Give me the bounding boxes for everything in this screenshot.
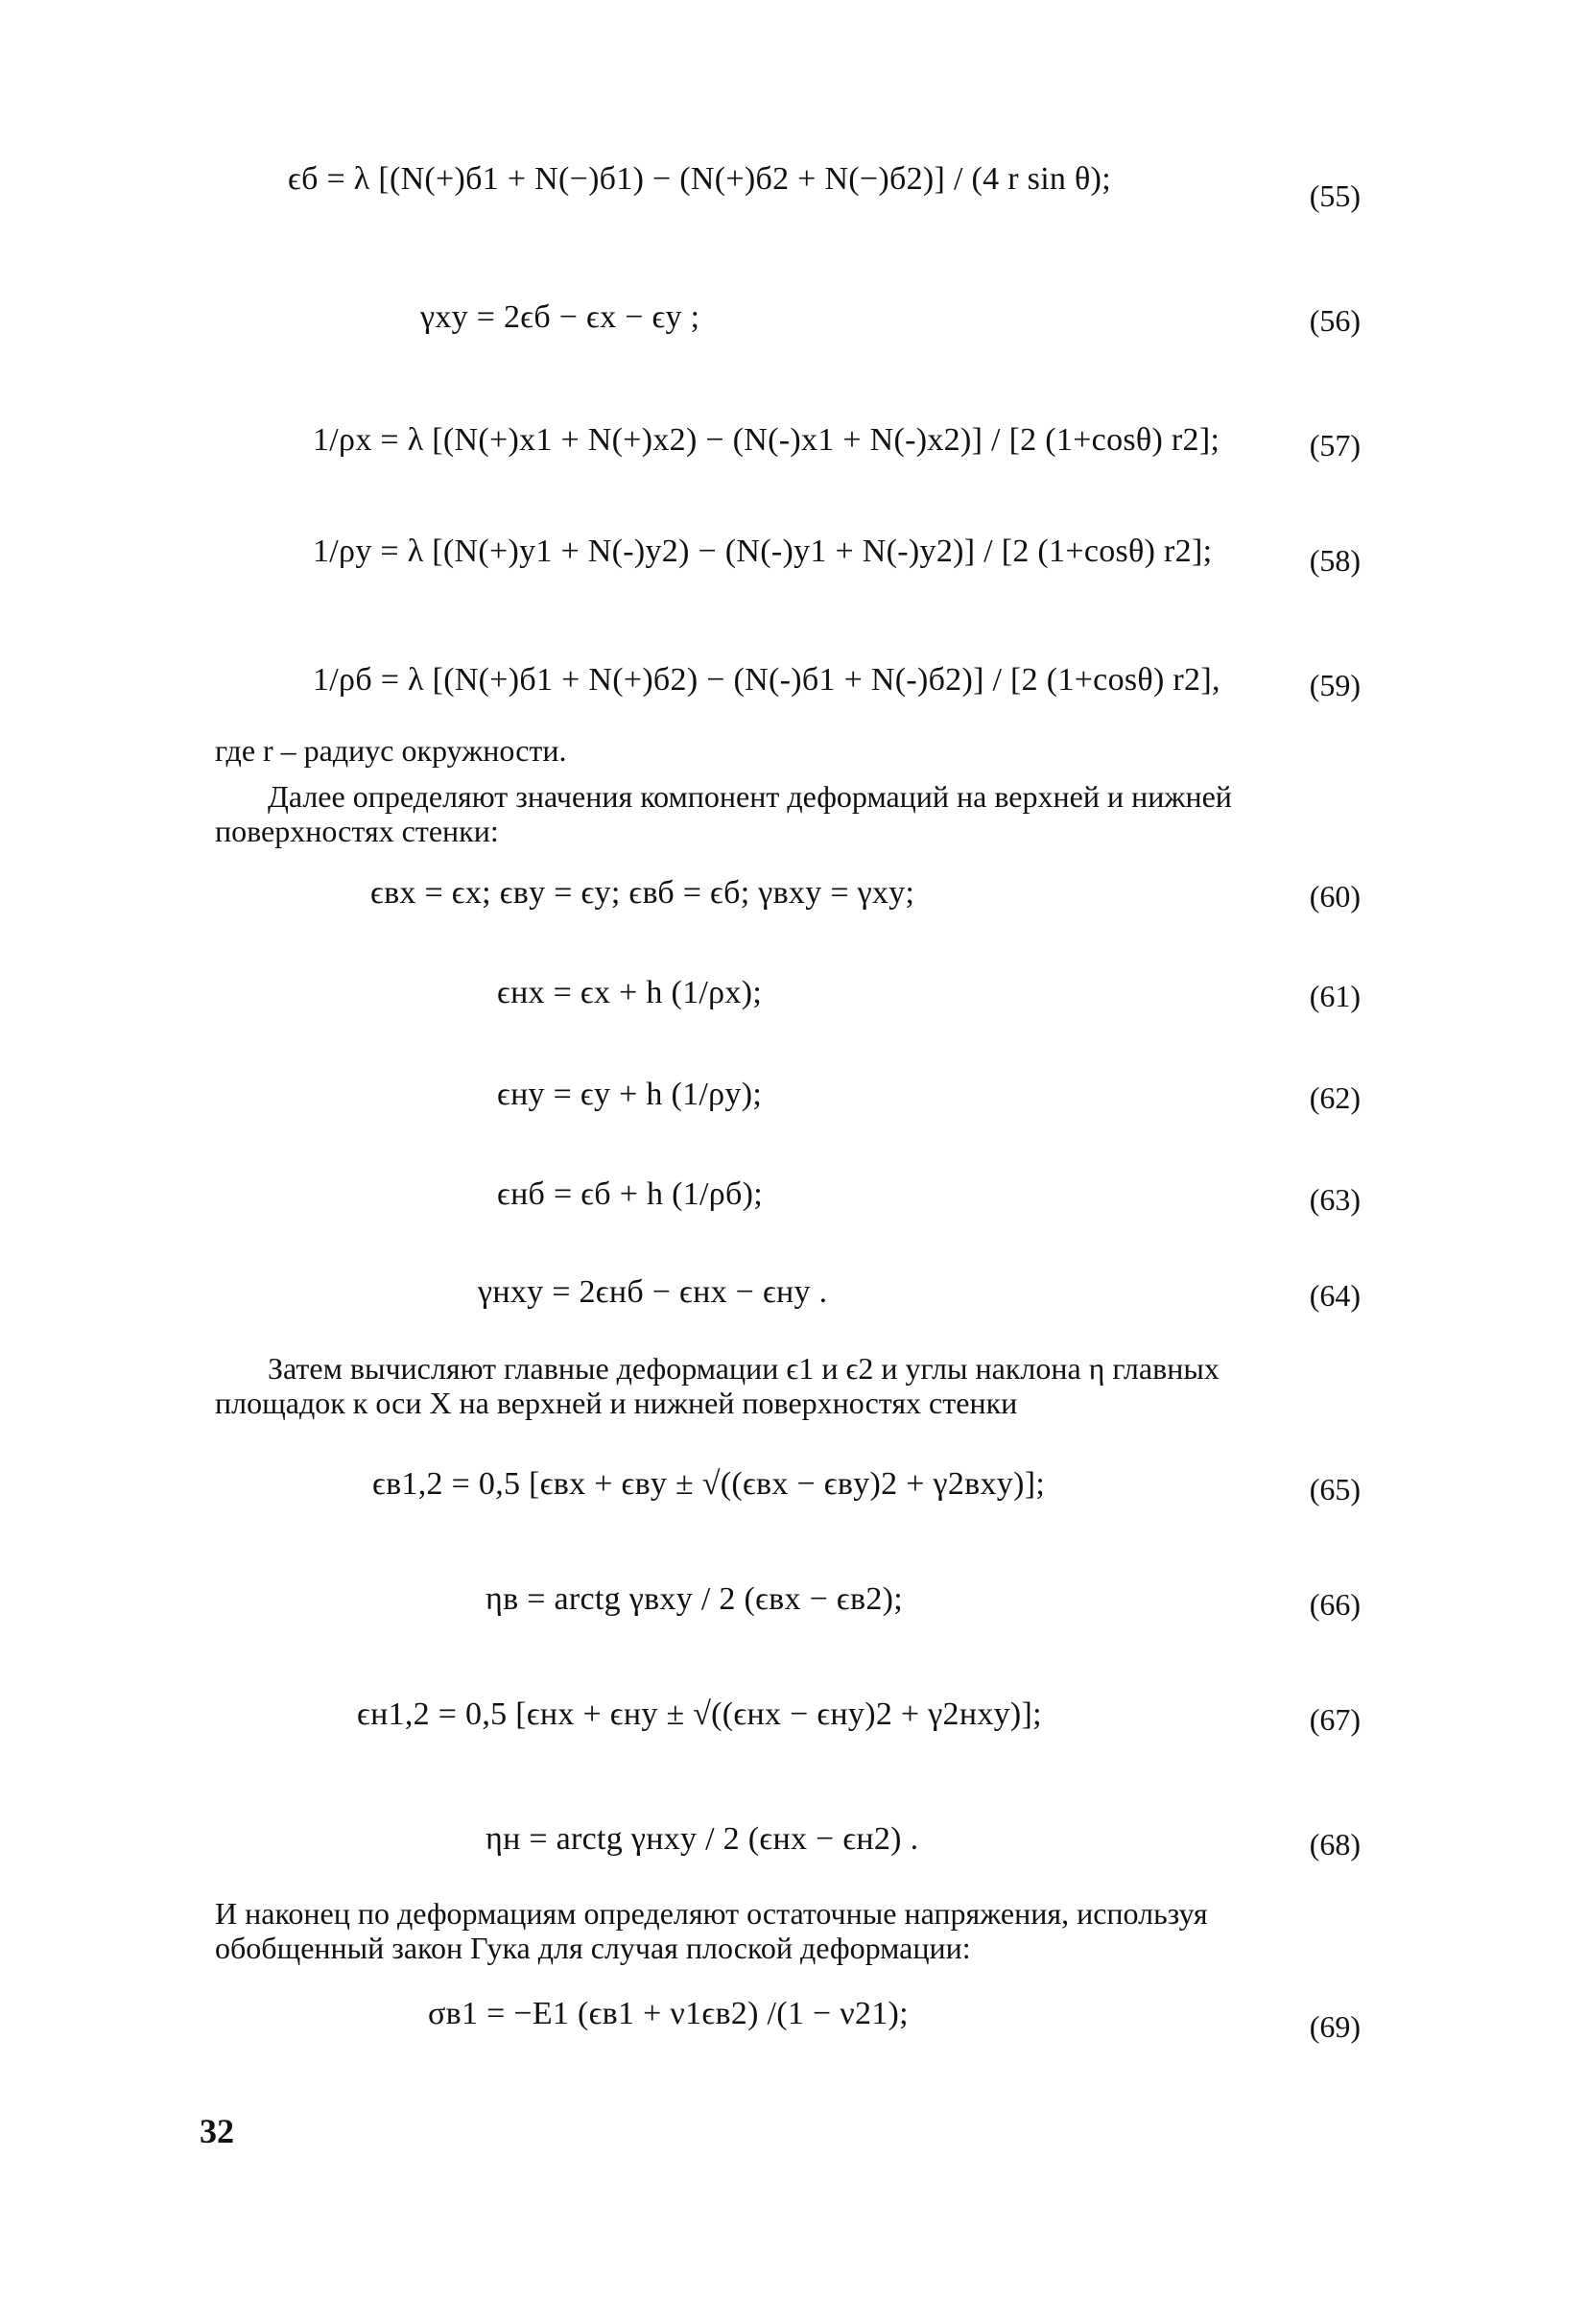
equation-57: 1/ρx = λ [(N(+)x1 + N(+)x2) − (N(-)x1 + N(-)x2)] / [2 (1+cosθ) r2]; (313, 422, 1220, 458)
equation-68: ηн = arctg γнxy / 2 (ϵнx − ϵн2) . (486, 1821, 919, 1857)
equation-label-63: (63) (1309, 1182, 1361, 1217)
paragraph-intro-line2: поверхностях стенки: (215, 814, 499, 848)
paragraph-intro-line1: Далее определяют значения компонент деформаций на верхней и нижней (268, 779, 1232, 814)
equation-label-66: (66) (1309, 1587, 1361, 1622)
equation-56: γxy = 2ϵб − ϵx − ϵy ; (420, 299, 700, 335)
equation-label-58: (58) (1309, 543, 1361, 578)
equation-63: ϵнб = ϵб + h (1/ρб); (497, 1176, 763, 1212)
page-number: 32 (200, 2112, 234, 2150)
equation-59: 1/ρб = λ [(N(+)б1 + N(+)б2) − (N(-)б1 + N(-)б2)] / [2 (1+cosθ) r2], (313, 662, 1220, 698)
equation-label-65: (65) (1309, 1472, 1361, 1506)
equation-69: σв1 = −E1 (ϵв1 + ν1ϵв2) /(1 − ν21); (428, 1996, 909, 2031)
equation-label-57: (57) (1309, 428, 1361, 462)
equation-label-56: (56) (1309, 303, 1361, 338)
paragraph-principal-line1: Затем вычисляют главные деформации ϵ1 и ϵ2 и углы наклона η главных (268, 1351, 1220, 1386)
equation-label-62: (62) (1309, 1080, 1361, 1115)
paragraph-hooke-line2: обобщенный закон Гука для случая плоской деформации: (215, 1931, 971, 1965)
paragraph-radius-note: где r – радиус окружности. (215, 733, 567, 768)
equation-61: ϵнx = ϵx + h (1/ρx); (497, 975, 763, 1010)
equation-62: ϵнy = ϵy + h (1/ρy); (497, 1077, 763, 1112)
equation-66: ηв = arctg γвxy / 2 (ϵвx − ϵв2); (486, 1581, 903, 1617)
equation-label-55: (55) (1309, 178, 1361, 213)
equation-67: ϵн1,2 = 0,5 [ϵнx + ϵнy ± √((ϵнx − ϵнy)2 + γ2нxy)]; (357, 1696, 1042, 1732)
equation-64: γнxy = 2ϵнб − ϵнx − ϵнy . (478, 1274, 828, 1310)
equation-55: ϵб = λ [(N(+)б1 + N(−)б1) − (N(+)б2 + N(−)б2)] / (4 r sin θ); (288, 161, 1111, 197)
equation-65: ϵв1,2 = 0,5 [ϵвx + ϵвy ± √((ϵвx − ϵвy)2 + γ2вxy)]; (372, 1466, 1046, 1502)
paragraph-hooke-line1: И наконец по деформациям определяют остаточные напряжения, используя (215, 1896, 1208, 1931)
equation-label-61: (61) (1309, 979, 1361, 1013)
equation-label-64: (64) (1309, 1278, 1361, 1313)
equation-label-60: (60) (1309, 879, 1361, 913)
equation-label-68: (68) (1309, 1827, 1361, 1862)
equation-label-59: (59) (1309, 668, 1361, 702)
equation-60: ϵвx = ϵx; ϵвy = ϵy; ϵвб = ϵб; γвxy = γxy; (370, 875, 915, 911)
equation-label-67: (67) (1309, 1702, 1361, 1737)
equation-58: 1/ρy = λ [(N(+)y1 + N(-)y2) − (N(-)y1 + N(-)y2)] / [2 (1+cosθ) r2]; (313, 534, 1213, 569)
equation-label-69: (69) (1309, 2009, 1361, 2044)
paragraph-principal-line2: площадок к оси X на верхней и нижней поверхностях стенки (215, 1386, 1018, 1420)
